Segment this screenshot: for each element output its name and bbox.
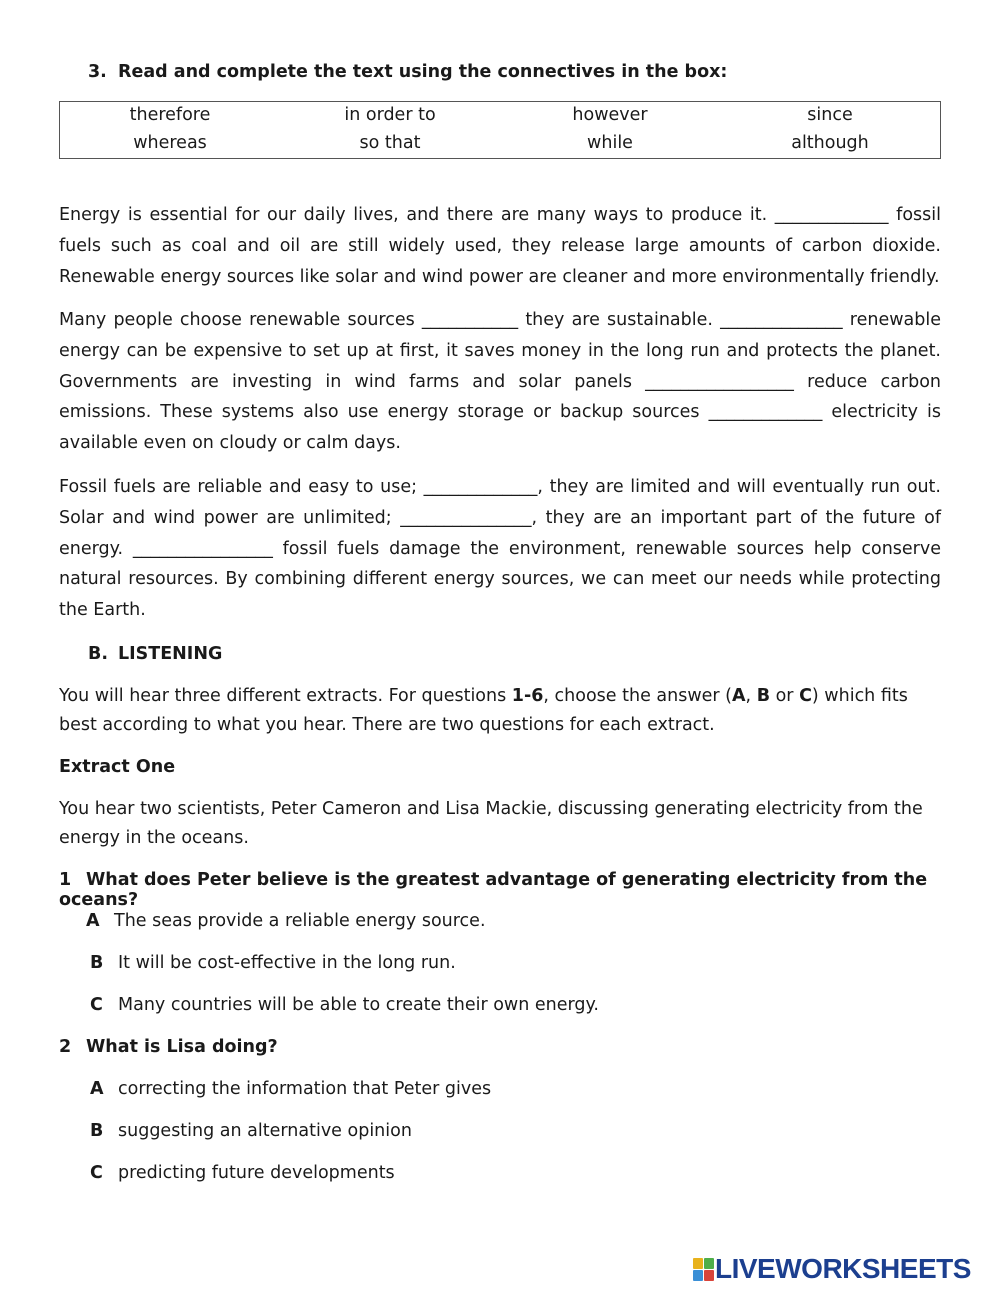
connective-word: therefore [129, 105, 211, 125]
connective-word: since [807, 105, 853, 125]
option-text: Many countries will be able to create their own energy. [118, 995, 599, 1015]
question-number: 1 [59, 870, 72, 890]
logo-square-1 [693, 1258, 703, 1269]
question-2 [59, 1037, 278, 1057]
logo-square-2 [704, 1258, 714, 1269]
option-letter: C [90, 995, 103, 1015]
option-text: predicting future developments [118, 1163, 395, 1183]
gap-fill-paragraph-3: Fossil fuels are reliable and easy to use; _____________, they are limited and will eventually run out. Solar and wind power are unlimited; _______________, they are an important part of the future of energy. ________________ fossil fuels damage the environment, renewable sources help conserve natural resources. By combining different energy sources, we can meet our needs while protecting the Earth. [59, 477, 941, 621]
question-1-option-b[interactable] [90, 953, 456, 973]
option-letter: C [90, 1163, 103, 1183]
logo-square-3 [693, 1270, 703, 1281]
question-1 [59, 870, 941, 910]
liveworksheets-logo[interactable] [693, 1255, 971, 1283]
question-1-option-c[interactable] [90, 995, 599, 1015]
question-text: What is Lisa doing? [86, 1037, 278, 1057]
option-letter: B [90, 1121, 104, 1141]
listening-letter: B. [88, 644, 108, 664]
connective-word: however [572, 105, 648, 125]
connective-word: in order to [344, 105, 436, 125]
section-3-number: 3. [88, 62, 107, 82]
connective-word: while [587, 133, 633, 153]
connectives-box [59, 101, 941, 159]
listening-instructions: You will hear three different extracts. For questions 1-6, choose the answer (A, B or C) which fits best according to what you hear. There are two questions for each extract. [59, 686, 908, 735]
option-letter: A [90, 1079, 104, 1099]
question-2-option-c[interactable] [90, 1163, 395, 1183]
listening-title: LISTENING [118, 644, 223, 664]
section-3-heading [88, 62, 727, 82]
question-text: What does Peter believe is the greatest advantage of generating electricity from the oceans? [59, 870, 928, 910]
question-2-option-b[interactable] [90, 1121, 412, 1141]
liveworksheets-logo-text: LIVEWORKSHEETS [715, 1253, 971, 1284]
listening-heading [88, 644, 222, 664]
option-text: It will be cost-effective in the long run. [118, 953, 456, 973]
option-letter: A [86, 911, 100, 931]
liveworksheets-logo-icon [693, 1258, 713, 1280]
option-letter: B [90, 953, 104, 973]
question-number: 2 [59, 1037, 72, 1057]
gap-fill-paragraph-2: Many people choose renewable sources ___________ they are sustainable. ______________ renewable energy can be expensive to set up at first, it saves money in the long run and protects the planet. Governments are investing in wind farms and solar panels _________________ reduce carbon emissions. These systems also use energy storage or backup sources _____________ electricity is available even on cloudy or calm days. [59, 310, 941, 454]
connective-word: whereas [133, 133, 207, 153]
option-text: correcting the information that Peter gives [118, 1079, 492, 1099]
question-1-option-a[interactable] [86, 911, 486, 931]
connective-word: so that [359, 133, 421, 153]
option-text: suggesting an alternative opinion [118, 1121, 412, 1141]
option-text: The seas provide a reliable energy source. [114, 911, 486, 931]
extract-description: You hear two scientists, Peter Cameron and Lisa Mackie, discussing generating electricity from the energy in the oceans. [59, 799, 923, 848]
logo-square-4 [704, 1270, 714, 1281]
gap-fill-paragraph-1: Energy is essential for our daily lives, and there are many ways to produce it. _____________ fossil fuels such as coal and oil are still widely used, they release large amounts of carbon dioxide. Renewable energy sources like solar and wind power are cleaner and more environmentally friendly. [59, 205, 941, 287]
question-2-option-a[interactable] [90, 1079, 491, 1099]
section-3-title: Read and complete the text using the connectives in the box: [118, 62, 728, 82]
connective-word: although [791, 133, 869, 153]
extract-title: Extract One [59, 757, 176, 777]
